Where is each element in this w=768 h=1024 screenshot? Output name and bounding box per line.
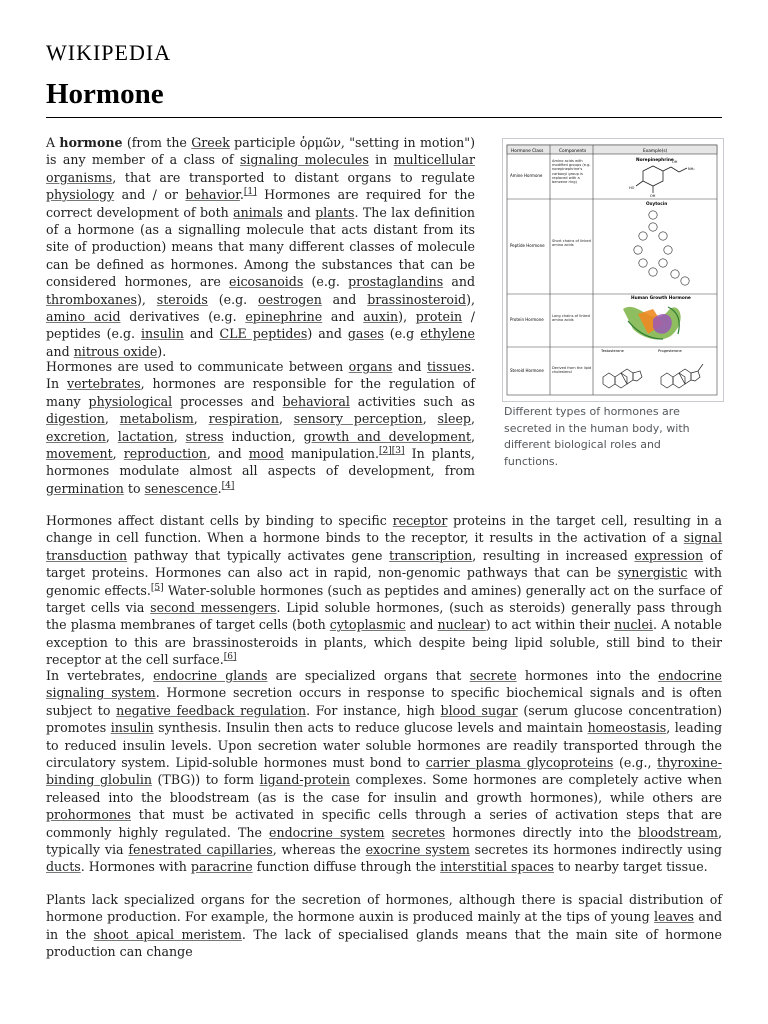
article-link[interactable]: brassinosteroid <box>367 291 467 307</box>
article-link[interactable]: respiration <box>208 411 279 427</box>
text-span: . <box>239 187 244 203</box>
article-link[interactable]: lactation <box>117 428 174 444</box>
text-span: ὁρμῶν <box>299 135 341 150</box>
article-link[interactable]: CLE peptides <box>219 326 308 342</box>
text-span: Hormones are required for the correct development of both <box>46 187 475 220</box>
article-link[interactable]: bloodstream <box>638 824 718 840</box>
function-paragraph <box>46 358 475 497</box>
article-link[interactable]: oestrogen <box>258 291 322 307</box>
text-span: Hormones affect distant cells by binding to specific <box>46 513 393 528</box>
article-link[interactable]: reproduction <box>123 446 207 462</box>
row-amine-class: Amine Hormone <box>510 173 543 178</box>
text-span: to <box>123 480 145 496</box>
text-span: , that are transported to distant organs to regulate <box>112 169 475 185</box>
article-link[interactable]: prohormones <box>46 807 131 823</box>
text-span: induction, <box>223 428 304 444</box>
article-link[interactable]: epinephrine <box>245 309 323 325</box>
text-span: and <box>321 291 368 307</box>
norepinephrine-label: Norepinephrine <box>636 158 674 163</box>
article-link[interactable]: endocrine signaling system <box>46 668 723 701</box>
text-span: . In <box>46 359 475 392</box>
article-link[interactable]: physiological <box>88 393 173 409</box>
article-link[interactable]: blood sugar <box>440 702 518 718</box>
article-link[interactable]: ligand-protein <box>259 772 350 788</box>
text-span: and <box>405 617 438 633</box>
article-link[interactable]: organs <box>348 359 393 374</box>
table-header-components: Components <box>559 149 587 154</box>
text-span: In vertebrates, <box>46 668 154 683</box>
text-span: (e.g. <box>207 291 259 307</box>
mechanism-paragraph <box>46 512 722 669</box>
text-span: function diffuse through the <box>252 859 441 875</box>
article-link[interactable]: insulin <box>110 720 154 736</box>
article-link[interactable]: gases <box>347 326 384 342</box>
plant-hormone-paragraph <box>46 891 722 961</box>
wikipedia-wordmark[interactable]: WIKIPEDIA <box>46 40 172 65</box>
row-protein-components-box <box>552 314 592 334</box>
article-link[interactable]: animals <box>233 204 283 220</box>
article-link[interactable]: synergistic <box>617 565 688 581</box>
text-span: , and <box>206 446 249 462</box>
text-span: , resulting in increased <box>472 547 635 563</box>
article-link[interactable]: paracrine <box>190 859 253 875</box>
article-link[interactable]: digestion <box>46 411 105 427</box>
article-link[interactable]: secrete <box>469 668 517 683</box>
text-span: of target proteins. Hormones can also act in rapid, non-genomic pathways that can be <box>46 547 722 581</box>
row-peptide-class: Peptide Hormone <box>510 243 545 248</box>
article-link[interactable]: transcription <box>389 547 473 563</box>
citation-ref[interactable]: [5] <box>150 582 164 593</box>
article-link[interactable]: stress <box>185 428 224 444</box>
article-link[interactable]: insulin <box>141 326 184 342</box>
testosterone-label: Testosterone <box>601 349 624 353</box>
text-span: and <box>46 343 74 359</box>
text-span: , leading to reduced insulin levels. Upon secretion water soluble hormones are readily transported through the circulatory system. Lipid-soluble hormones must bond to <box>46 720 723 771</box>
text-span: , <box>112 446 124 462</box>
article-link[interactable]: amino acid <box>46 309 121 325</box>
text-span: (e.g., <box>613 755 658 771</box>
oh-group-2-icon: HO <box>629 186 635 190</box>
article-link[interactable]: prostaglandins <box>348 274 444 290</box>
article-link[interactable]: exocrine system <box>365 842 470 858</box>
text-span <box>385 825 392 840</box>
text-span: proteins in the target cell, resulting in a change in cell function. When a hormone binds to the receptor, it results in the activation of a <box>46 513 723 546</box>
article-link[interactable]: negative feedback regulation <box>116 702 307 718</box>
text-span: that must be activated in specific cells through a series of activation steps that are commonly highly regulated. The <box>46 807 722 840</box>
article-link[interactable]: excretion <box>46 428 106 444</box>
article-link[interactable]: thyroxine-binding globulin <box>46 755 722 788</box>
text-span: , whereas the <box>272 842 366 858</box>
article-link[interactable]: carrier plasma glycoproteins <box>425 755 614 771</box>
citation-ref[interactable]: [6] <box>223 652 237 663</box>
text-span: , hormones are responsible for the regulation of many <box>46 376 475 409</box>
text-span: (e.g <box>383 326 421 342</box>
text-span: in <box>368 152 394 168</box>
article-link[interactable]: nuclear <box>437 617 486 633</box>
text-span: , <box>104 411 120 427</box>
article-link[interactable]: fenestrated capillaries <box>128 842 273 858</box>
article-link[interactable]: signal transduction <box>46 530 722 563</box>
article-link[interactable]: ethylene <box>420 326 475 342</box>
article-link[interactable]: sensory perception <box>293 411 423 427</box>
article-link[interactable]: ducts <box>46 859 81 875</box>
text-span: participle <box>229 135 300 150</box>
text-span: derivatives (e.g. <box>120 309 246 325</box>
text-span: . Hormone secretion occurs in response to specific biochemical signals and is often subject to <box>46 685 722 718</box>
text-span: . Lipid soluble hormones, (such as steroids) generally pass through the plasma membranes of target cells (both <box>46 600 722 633</box>
text-span: complexes. Some hormones are completely active when released into the bloodstream (as is the case for insulin and growth hormones), while others are <box>46 772 722 805</box>
article-link[interactable]: signaling molecules <box>239 152 369 168</box>
text-span: hormones directly into the <box>445 824 639 840</box>
article-link[interactable]: behavior <box>185 187 240 203</box>
article-link[interactable]: second messengers <box>150 600 277 616</box>
article-link[interactable]: nitrous oxide <box>73 343 158 359</box>
row-protein-class: Protein Hormone <box>510 317 544 322</box>
text-span: (TBG)) to form <box>152 772 260 788</box>
article-link[interactable]: steroids <box>156 291 208 307</box>
text-span: and <box>282 204 316 220</box>
article-link[interactable]: thromboxanes <box>46 291 137 307</box>
article-link[interactable]: endocrine system <box>269 824 385 840</box>
text-span: . For instance, high <box>306 702 441 718</box>
bold-term: hormone <box>59 135 123 150</box>
row-steroid-class: Steroid Hormone <box>510 368 544 373</box>
text-span: and / or <box>114 187 186 203</box>
article-link[interactable]: Greek <box>191 135 230 150</box>
row-amine-components-box <box>552 159 592 197</box>
text-span: ). <box>157 343 167 359</box>
article-link[interactable]: nuclei <box>614 617 653 633</box>
text-span: and in the <box>46 909 723 942</box>
text-span: and <box>183 326 220 342</box>
title-divider <box>46 117 722 118</box>
text-span: secretes its hormones indirectly using <box>469 842 722 858</box>
article-link[interactable]: protein <box>415 309 463 325</box>
article-link[interactable]: growth and development <box>303 428 472 444</box>
article-link[interactable]: physiology <box>46 187 115 203</box>
text-span: . <box>217 480 222 496</box>
text-span: ), <box>398 309 416 325</box>
article-link[interactable]: homeostasis <box>587 720 667 736</box>
citation-ref[interactable]: [1] <box>243 187 257 198</box>
text-span: (e.g. <box>303 274 349 290</box>
text-span: pathway that typically activates gene <box>127 547 390 563</box>
text-span: . The lack of specialised glands means that the main site of hormone production can change <box>46 926 722 960</box>
text-span: and <box>392 359 427 374</box>
figure-caption: Different types of hormones are secreted in the human body, with different biological roles and functions. <box>504 405 690 468</box>
article-link[interactable]: receptor <box>392 513 448 528</box>
text-span: Hormones are used to communicate between <box>46 359 349 374</box>
text-span: . The lax definition of a hormone (as a signalling molecule that acts distant from its site of production) means that many different classes of molecule can be defined as hormones. Among the substances that can be considered hormones, are <box>46 204 476 290</box>
text-span: / peptides (e.g. <box>46 309 476 342</box>
text-span: and <box>443 274 476 290</box>
article-link[interactable]: germination <box>46 480 124 496</box>
row-peptide-components: Short chains of linked amino acids <box>552 239 591 248</box>
text-span: (serum glucose concentration) promotes <box>46 702 722 736</box>
text-span: , typically via <box>46 824 723 858</box>
article-link[interactable]: shoot apical meristem <box>93 926 242 942</box>
text-span: , <box>471 428 476 444</box>
hormone-table-diagram <box>503 139 723 401</box>
article-link[interactable]: vertebrates <box>66 376 141 392</box>
nh2-group-icon: NH₂ <box>688 167 695 171</box>
vertebrate-secretion-paragraph <box>46 667 722 876</box>
article-link[interactable]: eicosanoids <box>229 274 304 290</box>
text-span: , <box>278 411 294 427</box>
article-link[interactable]: tissues <box>426 359 471 374</box>
page-title: Hormone <box>46 78 164 110</box>
article-link[interactable]: interstitial spaces <box>440 859 554 875</box>
table-header-class: Hormone Class <box>511 149 544 154</box>
text-span: processes and <box>172 393 283 409</box>
text-span: to nearby target tissue. <box>554 859 708 875</box>
row-steroid-components-box <box>552 366 592 386</box>
text-span: Water-soluble hormones (such as peptides and amines) generally act on the surface of target cells via <box>46 582 722 616</box>
article-link[interactable]: endocrine glands <box>153 668 268 683</box>
text-span: activities such as <box>349 393 475 409</box>
article-link[interactable]: senescence <box>144 480 218 496</box>
text-span: In plants, hormones modulate almost all aspects of development, from <box>46 446 475 479</box>
article-link[interactable]: multicellular organisms <box>46 152 475 185</box>
text-span: are specialized organs that <box>267 668 470 683</box>
article-link[interactable]: plants <box>315 204 355 220</box>
oh-group-1-icon: OH <box>672 160 678 164</box>
row-peptide-components-box <box>552 239 592 259</box>
oxytocin-label: Oxytocin <box>646 202 668 207</box>
text-span: . A notable exception to this are brassinosteroids in plants, which despite being lipid soluble, still bind to their receptor at the cell surface. <box>46 617 722 668</box>
text-span: , <box>422 411 438 427</box>
progesterone-label: Progesterone <box>658 349 682 353</box>
article-link[interactable]: secretes <box>391 824 446 840</box>
text-span: (from the <box>122 135 192 150</box>
hgh-label: Human Growth Hormone <box>631 296 691 301</box>
table-header-examples: Example(s) <box>643 149 668 154</box>
article-link[interactable]: metabolism <box>119 411 194 427</box>
intro-paragraph <box>46 134 475 360</box>
text-span: hormones into the <box>516 668 659 683</box>
text-span: Plants lack specialized organs for the secretion of hormones, although there is spacial distribution of hormone production. For example, the hormone auxin is produced mainly at the tips of young <box>46 892 722 925</box>
hormone-types-image[interactable] <box>502 138 724 402</box>
citation-ref[interactable]: [4] <box>221 480 235 491</box>
text-span: , <box>105 428 118 444</box>
text-span: and <box>322 309 364 325</box>
text-span: . Hormones with <box>80 859 191 875</box>
article-link[interactable]: sleep <box>437 411 471 427</box>
article-link[interactable]: auxin <box>363 309 399 325</box>
text-span: ), <box>137 291 157 307</box>
row-protein-components: Long chains of linked amino acids <box>552 314 590 323</box>
text-span: manipulation. <box>283 446 380 462</box>
text-span: , <box>173 428 186 444</box>
article-link[interactable]: mood <box>248 446 284 462</box>
text-span: , "setting in motion") is any member of a class of <box>46 135 475 168</box>
row-amine-components: Amino acids with modified groups (e.g. norepinephrine's carboxyl group is replaced with a benzene ring) <box>552 159 591 185</box>
article-link[interactable]: behavioral <box>282 393 350 409</box>
text-span: , <box>193 411 209 427</box>
oh-group-3-icon: OH <box>650 194 656 198</box>
article-link[interactable]: leaves <box>654 909 695 925</box>
article-link[interactable]: movement <box>46 446 113 462</box>
citation-ref[interactable]: [2][3] <box>379 445 405 456</box>
text-span: ), <box>466 291 476 307</box>
article-link[interactable]: cytoplasmic <box>329 617 406 633</box>
row-steroid-components: Derived from the lipid cholesterol <box>552 366 592 375</box>
text-span: synthesis. Insulin then acts to reduce glucose levels and maintain <box>153 720 588 736</box>
text-span: with genomic effects. <box>46 565 723 598</box>
text-span: , <box>470 411 475 427</box>
text-span: ) to act within their <box>485 617 615 633</box>
text-span: A <box>46 135 60 150</box>
article-link[interactable]: expression <box>634 547 704 563</box>
text-span: ) and <box>307 326 348 342</box>
